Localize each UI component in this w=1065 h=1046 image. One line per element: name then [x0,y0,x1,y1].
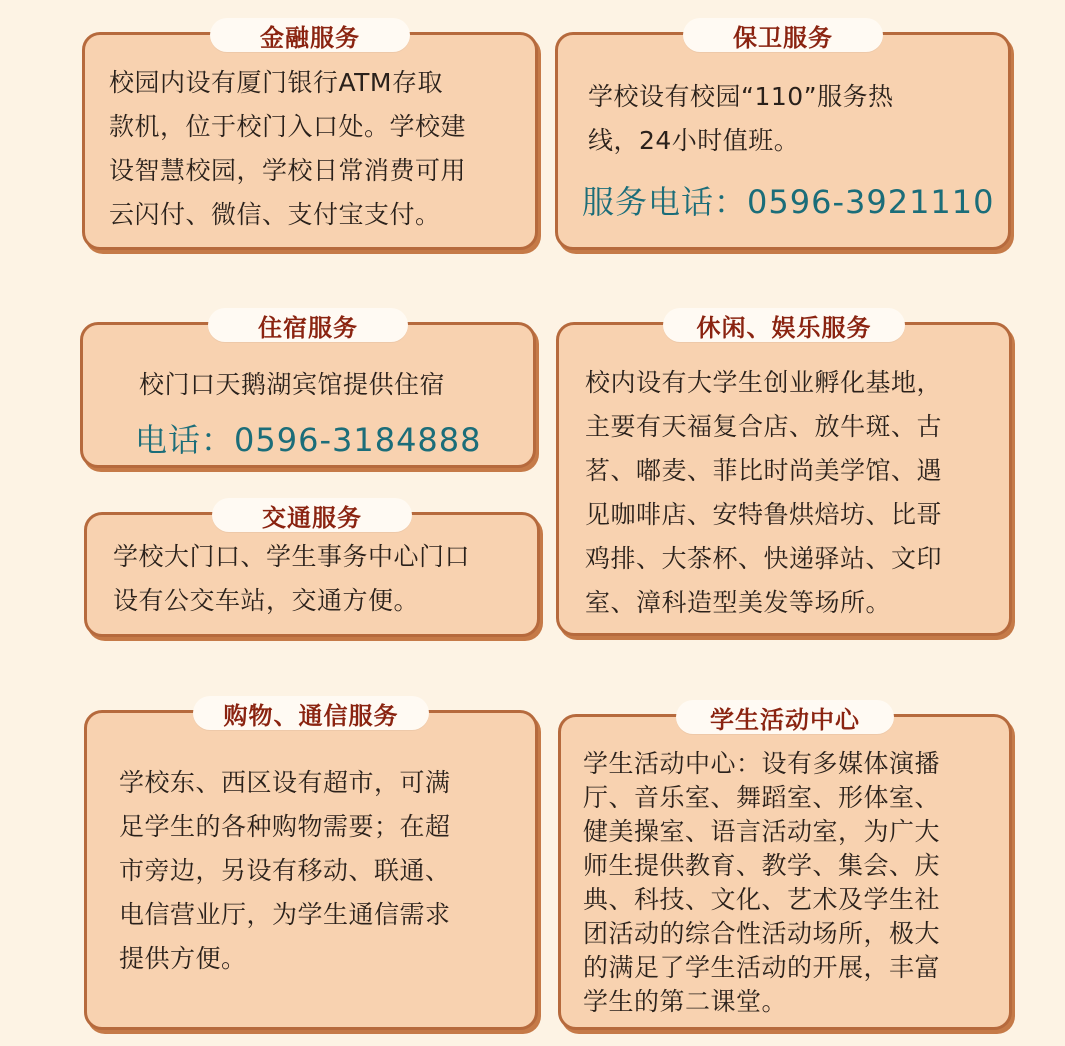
lodging-title: 住宿服务 [208,308,408,342]
leisure-card [556,313,1012,636]
text-line: 团活动的综合性活动场所，极大 [583,919,941,948]
transport-title: 交通服务 [212,498,412,532]
lodging-phone: 电话：0596-3184888 [135,421,482,459]
activity-card [558,705,1012,1030]
lodging-card [80,313,536,468]
text-line: 提供方便。 [119,944,247,973]
leisure-text [585,361,942,625]
security-card [555,23,1011,250]
text-line: 学校东、西区设有超市，可满 [119,768,451,797]
text-line: 电信营业厅，为学生通信需求 [119,900,451,929]
security-text [588,75,894,163]
text-line: 典、科技、文化、艺术及学生社 [583,885,941,914]
text-line: 校门口天鹅湖宾馆提供住宿 [139,370,446,399]
text-line: 款机，位于校门入口处。学校建 [109,112,467,141]
text-line: 主要有天福复合店、放牛斑、古 [585,412,943,441]
text-line: 学生活动中心：设有多媒体演播 [583,749,941,778]
text-line: 见咖啡店、安特鲁烘焙坊、比哥 [585,500,943,529]
shopping-text [119,761,451,981]
shopping-title: 购物、通信服务 [193,696,429,730]
text-line: 校内设有大学生创业孵化基地， [585,368,943,397]
text-line: 设智慧校园，学校日常消费可用 [109,156,467,185]
text-line: 学校设有校园“110”服务热 [588,82,894,111]
text-line: 厅、音乐室、舞蹈室、形体室、 [583,783,941,812]
text-line: 学生的第二课堂。 [583,987,788,1016]
text-line: 市旁边，另设有移动、联通、 [119,856,451,885]
text-line: 茗、嘟麦、菲比时尚美学馆、遇 [585,456,943,485]
transport-card [84,503,540,637]
leisure-title: 休闲、娱乐服务 [663,308,905,342]
security-title: 保卫服务 [683,18,883,52]
finance-text [109,61,466,237]
text-line: 学校大门口、学生事务中心门口 [113,542,471,571]
text-line: 设有公交车站，交通方便。 [113,586,420,615]
text-line: 校园内设有厦门银行ATM存取 [109,68,444,97]
text-line: 线，24小时值班。 [588,126,800,155]
activity-title: 学生活动中心 [676,700,894,734]
lodging-text [139,363,445,407]
security-phone: 服务电话：0596-3921110 [582,183,995,221]
text-line: 鸡排、大茶杯、快递驿站、文印 [585,544,943,573]
text-line: 室、漳科造型美发等场所。 [585,588,892,617]
shopping-card [84,701,538,1030]
text-line: 足学生的各种购物需要；在超 [119,812,451,841]
text-line: 健美操室、语言活动室，为广大 [583,817,941,846]
finance-card [82,23,538,250]
text-line: 的满足了学生活动的开展，丰富 [583,953,941,982]
text-line: 师生提供教育、教学、集会、庆 [583,851,941,880]
activity-text [583,747,940,1019]
text-line: 云闪付、微信、支付宝支付。 [109,200,441,229]
transport-text [113,535,470,623]
finance-title: 金融服务 [210,18,410,52]
